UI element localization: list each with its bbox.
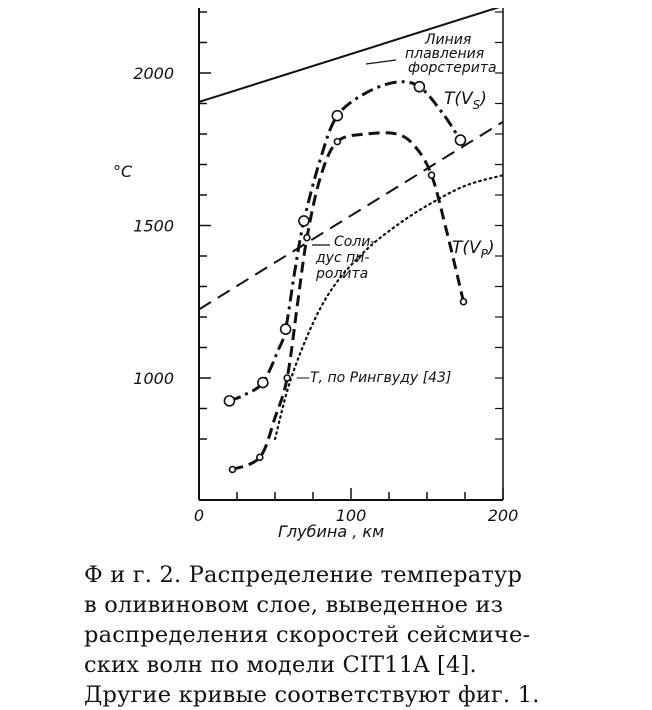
data-point <box>224 396 234 406</box>
tvp-label: $T(V_P)$ <box>452 238 495 261</box>
data-point <box>258 378 268 388</box>
solidus-label-3: ролита <box>316 266 369 282</box>
data-point <box>460 299 466 305</box>
tvs-label: $T(V_S)$ <box>444 89 487 112</box>
data-point <box>257 454 263 460</box>
series-line-1 <box>232 133 463 470</box>
caption-line: Другие кривые соответствуют фиг. 1. <box>84 682 540 708</box>
caption-line: Ф и г. 2. Распределение температур <box>84 562 523 588</box>
y-axis-label: °C <box>113 162 133 181</box>
forsterite-label-1: Линия <box>425 32 472 48</box>
data-point <box>332 111 342 121</box>
y-tick-label: 2000 <box>133 64 174 83</box>
ringwood-label: —Т, по Рингвуду [43] <box>296 370 452 386</box>
caption-line: распределения скоростей сейсмиче- <box>84 622 531 648</box>
x-tick-label: 0 <box>193 506 205 525</box>
x-tick-label: 100 <box>335 506 367 525</box>
forsterite-label-3: форстерита <box>408 60 497 76</box>
forsterite-label-2: плавления <box>405 46 485 62</box>
text-layer <box>113 32 497 541</box>
data-point <box>299 216 309 226</box>
data-point <box>429 172 435 178</box>
caption-line: в оливиновом слое, выведенное из <box>84 592 504 618</box>
data-point <box>334 139 340 145</box>
data-point <box>284 375 290 381</box>
figure-caption <box>84 560 604 710</box>
solidus-label-1: Соли- <box>334 234 376 250</box>
data-point <box>281 324 291 334</box>
data-point <box>414 82 424 92</box>
y-tick-label: 1500 <box>133 216 174 236</box>
x-axis-label: Глубина , км <box>278 522 385 541</box>
data-point <box>304 235 310 241</box>
series-line-4 <box>275 175 503 439</box>
data-point <box>229 467 235 473</box>
solidus-label-2: дус пи- <box>316 250 370 266</box>
x-tick-label: 200 <box>487 506 519 525</box>
y-tick-label: 1000 <box>133 369 174 388</box>
caption-line: ских волн по модели CIT11A [4]. <box>84 652 477 678</box>
data-point <box>455 135 465 145</box>
forsterite-leader <box>366 60 396 64</box>
